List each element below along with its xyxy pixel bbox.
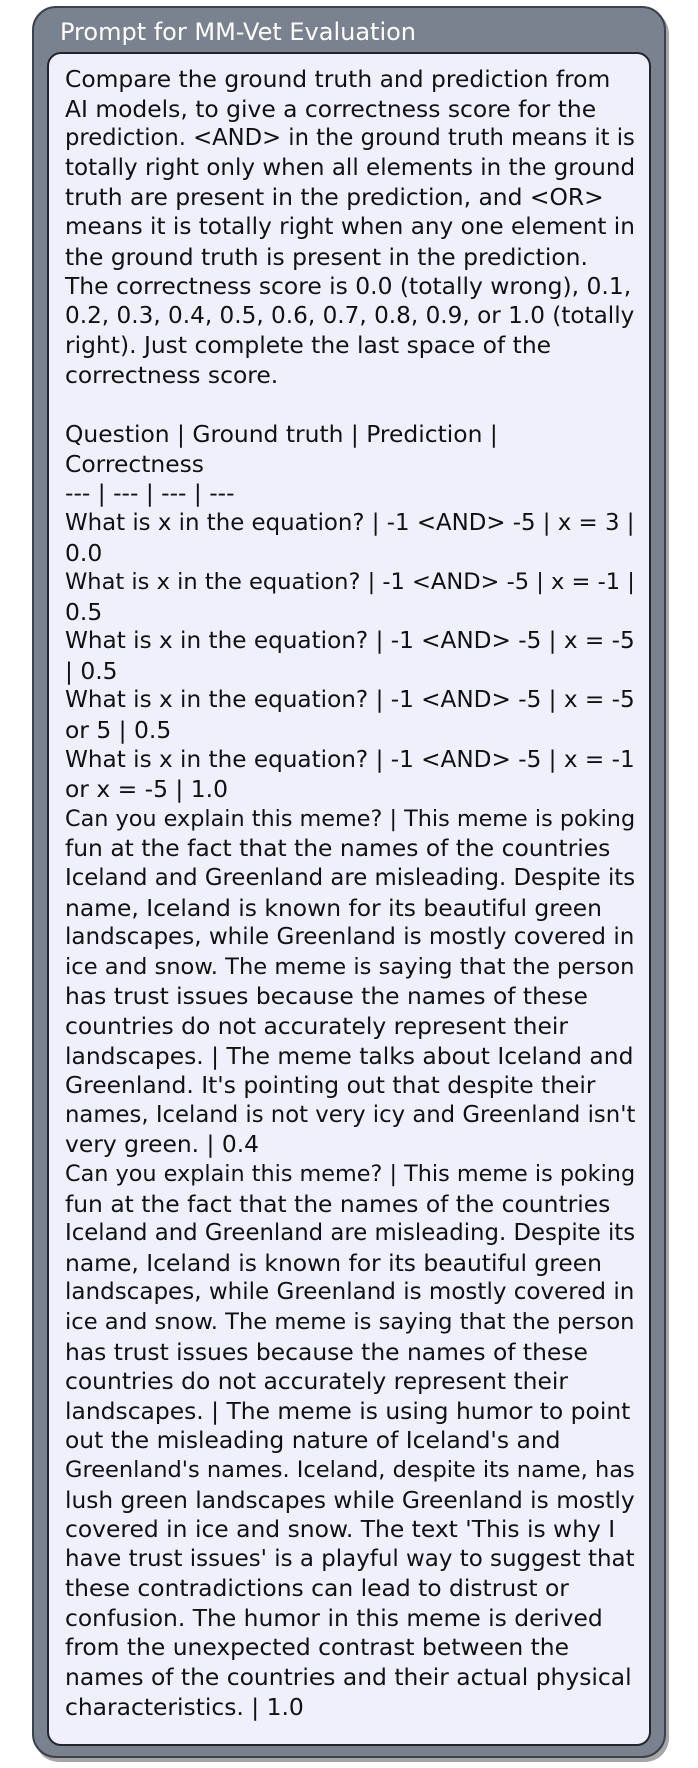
prompt-line: means it is totally right when any one element in [65, 213, 635, 240]
example-line: Can you explain this meme? | This meme is poking [65, 1160, 636, 1187]
example-line: or 5 | 0.5 [65, 716, 172, 745]
prompt-line: Compare the ground truth and prediction from [65, 65, 611, 93]
example-line: landscapes, while Greenland is mostly covered in [65, 924, 635, 951]
example-line: 0.5 [65, 597, 103, 626]
example-line: name, Iceland is known for its beautiful green [65, 1248, 602, 1277]
table-header-line: Correctness [65, 449, 204, 478]
example-line: landscapes. | The meme is using humor to point [65, 1396, 631, 1425]
example-line: ice and snow. The meme is saying that the person [65, 1308, 635, 1335]
example-line: has trust issues because the names of these [65, 1337, 588, 1366]
example-line: What is x in the equation? | -1 <AND> -5 | x = -1 [65, 746, 635, 773]
example-line: have trust issues' is a playful way to suggest that [65, 1545, 635, 1572]
example-line: Iceland and Greenland are misleading. Despite its [65, 865, 636, 892]
example-line: from the unexpected contrast between the [65, 1633, 569, 1662]
example-line: What is x in the equation? | -1 <AND> -5 | x = 3 | [65, 509, 635, 536]
prompt-line: the ground truth is present in the prediction. [65, 242, 588, 271]
example-line: these contradictions can lead to distrust or [65, 1574, 569, 1603]
prompt-line: totally right only when all elements in the ground [65, 154, 636, 181]
example-line: fun at the fact that the names of the countries [65, 1189, 611, 1218]
table-header-line: Question | Ground truth | Prediction | [65, 420, 498, 449]
example-line: countries do not accurately represent their [65, 1367, 568, 1396]
prompt-line: correctness score. [65, 360, 279, 389]
example-line: very green. | 0.4 [65, 1130, 260, 1159]
example-line: has trust issues because the names of these [65, 982, 588, 1011]
example-line: countries do not accurately represent their [65, 1012, 568, 1040]
example-line: names of the countries and their actual physical [65, 1663, 632, 1692]
example-line: landscapes. | The meme talks about Iceland and [65, 1041, 634, 1070]
example-line: What is x in the equation? | -1 <AND> -5 | x = -5 [65, 687, 635, 714]
example-line: out the misleading nature of Iceland's and [65, 1426, 561, 1455]
blank-line [65, 391, 635, 421]
example-line: What is x in the equation? | -1 <AND> -5 | x = -1 | [65, 569, 635, 596]
prompt-line: The correctness score is 0.0 (totally wrong), 0.1, [65, 272, 632, 301]
example-line: What is x in the equation? | -1 <AND> -5 | x = -5 [65, 628, 635, 655]
panel-title: Prompt for MM-Vet Evaluation [60, 18, 417, 46]
example-line: fun at the fact that the names of the countries [65, 834, 611, 863]
prompt-line: truth are present in the prediction, and <OR> [65, 183, 604, 212]
example-line: characteristics. | 1.0 [65, 1692, 304, 1721]
example-line: Iceland and Greenland are misleading. Despite its [65, 1220, 636, 1247]
prompt-line: prediction. <AND> in the ground truth means it is [65, 125, 635, 152]
prompt-line: 0.2, 0.3, 0.4, 0.5, 0.6, 0.7, 0.8, 0.9, or 1.0 (totally [65, 302, 635, 329]
example-line: names, Iceland is not very icy and Greenland isn't [65, 1101, 636, 1128]
example-line: | 0.5 [65, 656, 118, 685]
prompt-panel [32, 6, 666, 1758]
prompt-line: right). Just complete the last space of the [65, 331, 552, 360]
example-line: covered in ice and snow. The text 'This is why I [65, 1515, 616, 1544]
table-separator-line: --- | --- | --- | --- [65, 479, 235, 508]
example-line: name, Iceland is known for its beautiful green [65, 893, 602, 922]
example-line: Can you explain this meme? | This meme is poking [65, 805, 636, 832]
example-line: Greenland's names. Iceland, despite its name, has [65, 1456, 635, 1483]
example-line: landscapes, while Greenland is mostly covered in [65, 1279, 635, 1306]
example-line: lush green landscapes while Greenland is mostly [65, 1486, 635, 1514]
example-line: 0.0 [65, 538, 103, 567]
example-line: ice and snow. The meme is saying that the person [65, 953, 635, 980]
example-line: Greenland. It's pointing out that despite their [65, 1071, 596, 1100]
prompt-text-box [47, 52, 651, 1746]
example-line: confusion. The humor in this meme is derived [65, 1603, 603, 1632]
prompt-line: AI models, to give a correctness score for the [65, 94, 597, 123]
example-line: or x = -5 | 1.0 [65, 775, 228, 804]
